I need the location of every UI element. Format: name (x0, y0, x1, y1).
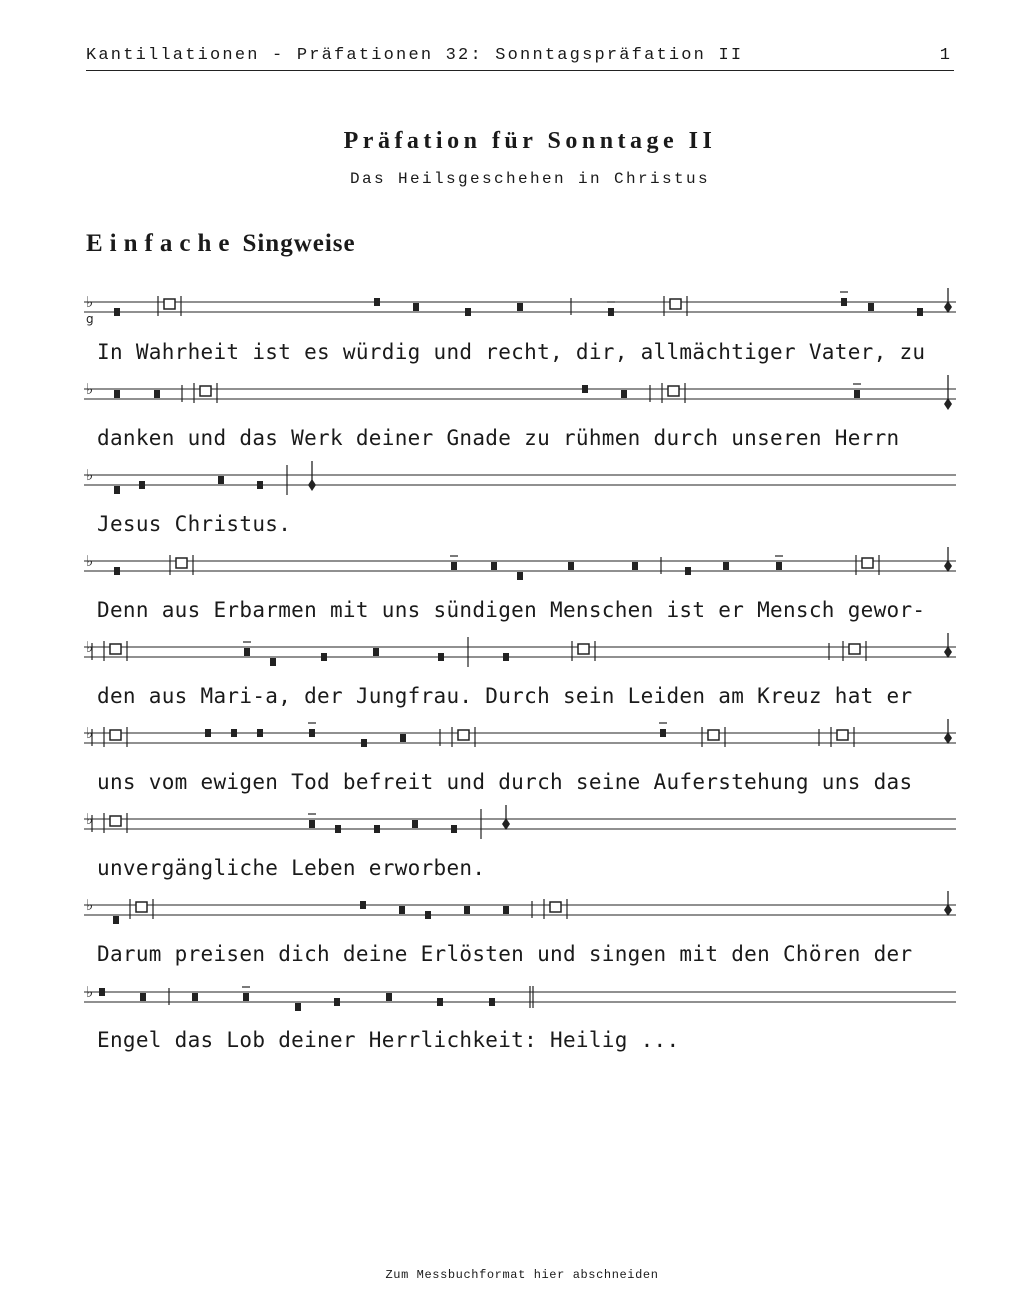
reciting-tone (578, 644, 589, 654)
staff-9 (84, 980, 956, 1010)
document-subtitle: Das Heilsgeschehen in Christus (349, 170, 711, 188)
flat-clef: ♭ (86, 896, 94, 914)
chant-note (334, 998, 340, 1006)
staff-7 (84, 807, 956, 837)
reciting-tone (110, 730, 121, 740)
lyric-line-4: Denn aus Erbarmen mit uns sündigen Menschen ist er Mensch gewor- (97, 598, 926, 622)
chant-note (309, 729, 315, 737)
page-number: 1 (939, 46, 950, 65)
chant-note (270, 658, 276, 666)
chant-note (608, 308, 614, 316)
end-diamond (944, 398, 952, 410)
chant-note (621, 390, 627, 398)
chant-note (464, 906, 470, 914)
chant-note (451, 825, 457, 833)
chant-note (685, 567, 691, 575)
chant-note (425, 911, 431, 919)
chant-note (309, 820, 315, 828)
chant-note (374, 825, 380, 833)
chant-note (114, 567, 120, 575)
chant-note (412, 820, 418, 828)
chant-note (139, 481, 145, 489)
lyric-line-6: uns vom ewigen Tod befreit und durch seine Auferstehung uns das (97, 770, 913, 794)
g-clef-letter: g (86, 312, 94, 326)
reciting-tone (708, 730, 719, 740)
document-title: Präfation für Sonntage II (343, 128, 717, 154)
chant-note (205, 729, 211, 737)
chant-note (632, 562, 638, 570)
flat-clef: ♭ (86, 552, 94, 570)
chant-note (660, 729, 666, 737)
chant-note (400, 734, 406, 742)
chant-note (489, 998, 495, 1006)
chant-note (257, 729, 263, 737)
end-diamond (944, 301, 952, 313)
flat-clef: ♭ (86, 638, 94, 656)
chant-note (413, 303, 419, 311)
chant-note (503, 906, 509, 914)
end-diamond (944, 904, 952, 916)
staff-8 (84, 893, 956, 923)
chant-note (917, 308, 923, 316)
chant-note (99, 988, 105, 996)
lyric-line-2: danken und das Werk deiner Gnade zu rühmen durch unseren Herrn (97, 426, 900, 450)
chant-note (321, 653, 327, 661)
chant-note (854, 390, 860, 398)
flat-clef: ♭ (86, 724, 94, 742)
flat-clef: ♭ (86, 380, 94, 398)
chant-note (218, 476, 224, 484)
chant-note (140, 993, 146, 1001)
chant-note (192, 993, 198, 1001)
reciting-tone (164, 299, 175, 309)
reciting-tone (136, 902, 147, 912)
lyric-line-3: Jesus Christus. (97, 512, 292, 536)
reciting-tone (458, 730, 469, 740)
chant-note (361, 739, 367, 747)
section-heading-part2: Singweise (242, 230, 356, 257)
flat-clef: ♭ (86, 810, 94, 828)
end-diamond (308, 479, 316, 491)
end-diamond (944, 732, 952, 744)
staff-5 (84, 635, 956, 665)
reciting-tone (670, 299, 681, 309)
chant-note (582, 385, 588, 393)
reciting-tone (110, 816, 121, 826)
lyric-line-9: Engel das Lob deiner Herrlichkeit: Heilig ... (97, 1028, 680, 1052)
chant-note (503, 653, 509, 661)
chant-note (257, 481, 263, 489)
staff-2 (84, 377, 956, 407)
chant-note (517, 572, 523, 580)
chant-note (723, 562, 729, 570)
chant-note (374, 298, 380, 306)
section-heading (86, 230, 356, 258)
section-heading-part1: Einfache (86, 230, 237, 257)
page-header (86, 44, 954, 71)
lyric-line-8: Darum preisen dich deine Erlösten und singen mit den Chören der (97, 942, 913, 966)
chant-note (451, 562, 457, 570)
flat-clef: ♭ (86, 466, 94, 484)
chant-note (438, 653, 444, 661)
reciting-tone (550, 902, 561, 912)
reciting-tone (849, 644, 860, 654)
chant-note (231, 729, 237, 737)
chant-note (841, 298, 847, 306)
end-diamond (944, 560, 952, 572)
chant-note (517, 303, 523, 311)
chant-note (113, 916, 119, 924)
lyric-line-7: unvergängliche Leben erworben. (97, 856, 486, 880)
chant-note (114, 390, 120, 398)
reciting-tone (110, 644, 121, 654)
chant-note (243, 993, 249, 1001)
staff-4 (84, 549, 956, 579)
reciting-tone (668, 386, 679, 396)
chant-note (360, 901, 366, 909)
staff-6 (84, 721, 956, 751)
chant-note (244, 648, 250, 656)
cut-line-note: Zum Messbuchformat hier abschneiden (385, 1268, 659, 1282)
chant-note (868, 303, 874, 311)
chant-note (295, 1003, 301, 1011)
chant-note (386, 993, 392, 1001)
chant-note (154, 390, 160, 398)
chant-note (373, 648, 379, 656)
reciting-tone (837, 730, 848, 740)
staff-3 (84, 463, 956, 493)
chant-note (491, 562, 497, 570)
chant-note (114, 308, 120, 316)
lyric-line-5: den aus Mari-a, der Jungfrau. Durch sein Leiden am Kreuz hat er (97, 684, 913, 708)
chant-note (437, 998, 443, 1006)
lyric-line-1: In Wahrheit ist es würdig und recht, dir, allmächtiger Vater, zu (97, 340, 926, 364)
end-diamond (502, 818, 510, 830)
chant-note (335, 825, 341, 833)
chant-note (114, 486, 120, 494)
chant-note (465, 308, 471, 316)
reciting-tone (176, 558, 187, 568)
chant-note (776, 562, 782, 570)
end-diamond (944, 646, 952, 658)
flat-clef: ♭ (86, 293, 94, 311)
reciting-tone (200, 386, 211, 396)
flat-clef: ♭ (86, 983, 94, 1001)
reciting-tone (862, 558, 873, 568)
staff-1 (84, 290, 956, 326)
chant-note (568, 562, 574, 570)
header-title: Kantillationen - Präfationen 32: Sonntagspräfation II (86, 46, 744, 65)
chant-note (399, 906, 405, 914)
